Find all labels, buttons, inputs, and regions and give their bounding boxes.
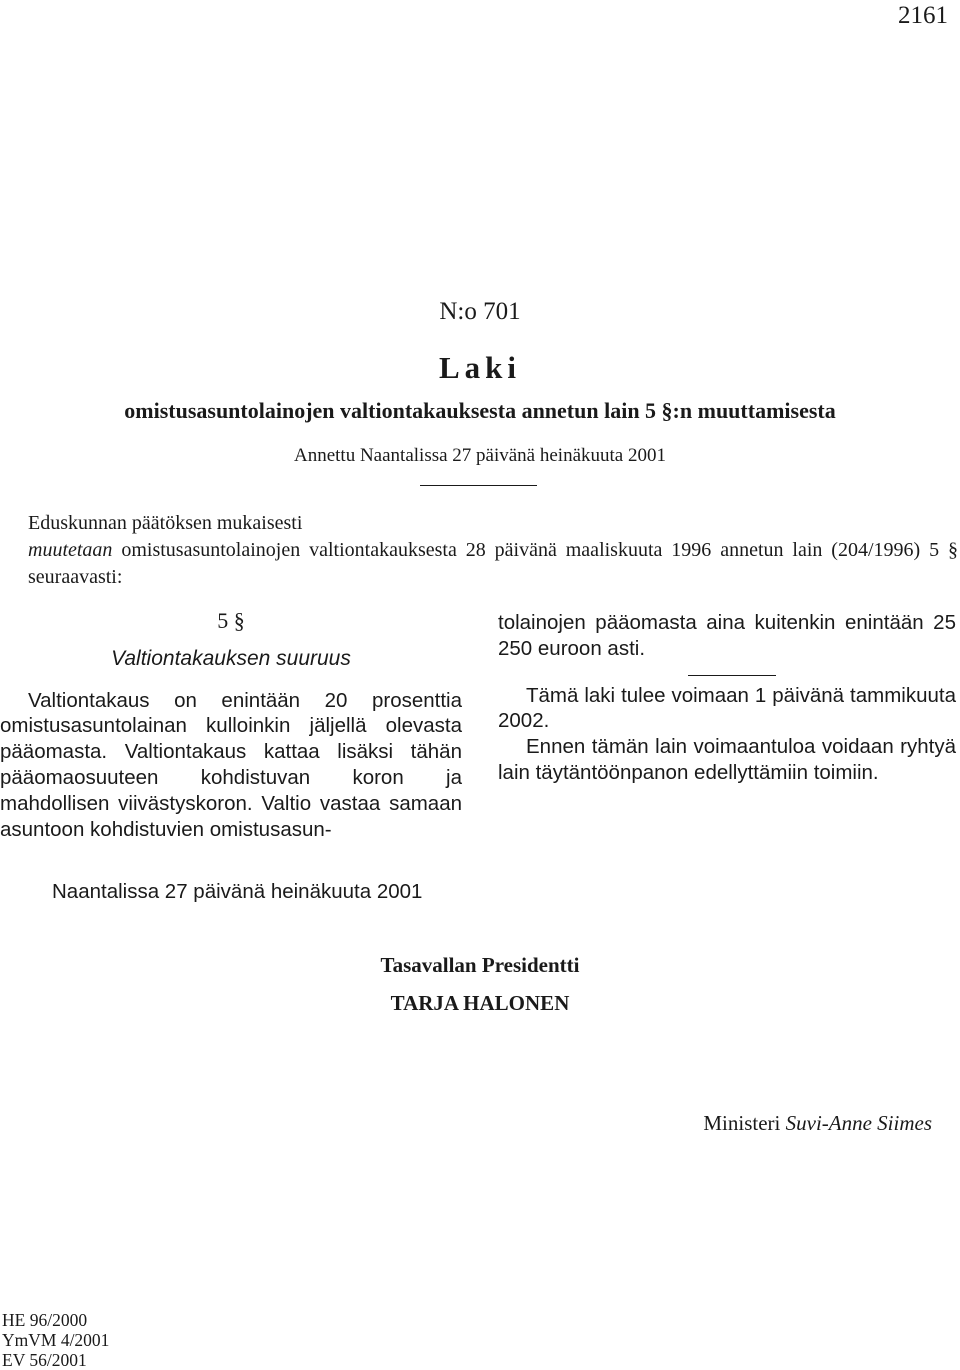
page-number: 2161 (898, 2, 948, 29)
left-column (0, 608, 462, 842)
minister-name: Suvi-Anne Siimes (785, 1111, 932, 1135)
preamble (28, 510, 958, 591)
right-column (498, 610, 956, 786)
given-date: Annettu Naantalissa 27 päivänä heinäkuuta 2001 (294, 445, 666, 466)
section-title: Valtiontakauksen suuruus (111, 646, 351, 670)
entry-into-force: Tämä laki tulee voimaan 1 päivänä tammikuuta 2002. (498, 683, 956, 733)
statute-number: N:o 701 (439, 298, 521, 325)
reference-item: EV 56/2001 (2, 1350, 87, 1370)
reference-item: HE 96/2000 (2, 1310, 88, 1330)
reference-item: YmVM 4/2001 (2, 1330, 110, 1350)
divider (688, 675, 776, 676)
divider (420, 485, 537, 486)
section-text: Valtiontakaus on enintään 20 prosenttia omistusasuntolainan kulloinkin jäljellä olevasta pääomasta. Valtiontakaus kattaa lisäksi tähän pääomaosuuteen kohdistuvan koron ja mahdollisen viivästyskoron. Valtio vastaa samaan asuntoon kohdistuvien omistusasun- (0, 688, 462, 841)
section-text-continued: tolainojen pääomasta aina kuitenkin enintään 25 250 euroon asti. (498, 611, 956, 660)
preamble-intro: Eduskunnan päätöksen mukaisesti (28, 512, 303, 534)
amend-text: omistusasuntolainojen valtiontakauksesta 28 päivänä maaliskuuta 1996 annetun lain (204/1996) 5 § seuraavasti: (28, 539, 958, 588)
law-type-heading: Laki (438, 350, 522, 385)
place-and-date: Naantalissa 27 päivänä heinäkuuta 2001 (52, 880, 423, 903)
amend-word: muutetaan (28, 539, 113, 561)
signatory-title: Tasavallan Presidentti (380, 953, 580, 977)
minister-signature (703, 1111, 932, 1136)
section-number: 5 § (217, 608, 245, 633)
references (2, 1310, 109, 1370)
implementation-measures: Ennen tämän lain voimaantuloa voidaan ryhtyä lain täytäntöönpanon edellyttämiin toimiin. (498, 735, 956, 784)
law-title: omistusasuntolainojen valtiontakauksesta annetun lain 5 §:n muuttamisesta (124, 398, 836, 423)
signatory-name: TARJA HALONEN (390, 991, 570, 1015)
minister-label: Ministeri (703, 1111, 781, 1135)
preamble-amendment (28, 537, 958, 591)
